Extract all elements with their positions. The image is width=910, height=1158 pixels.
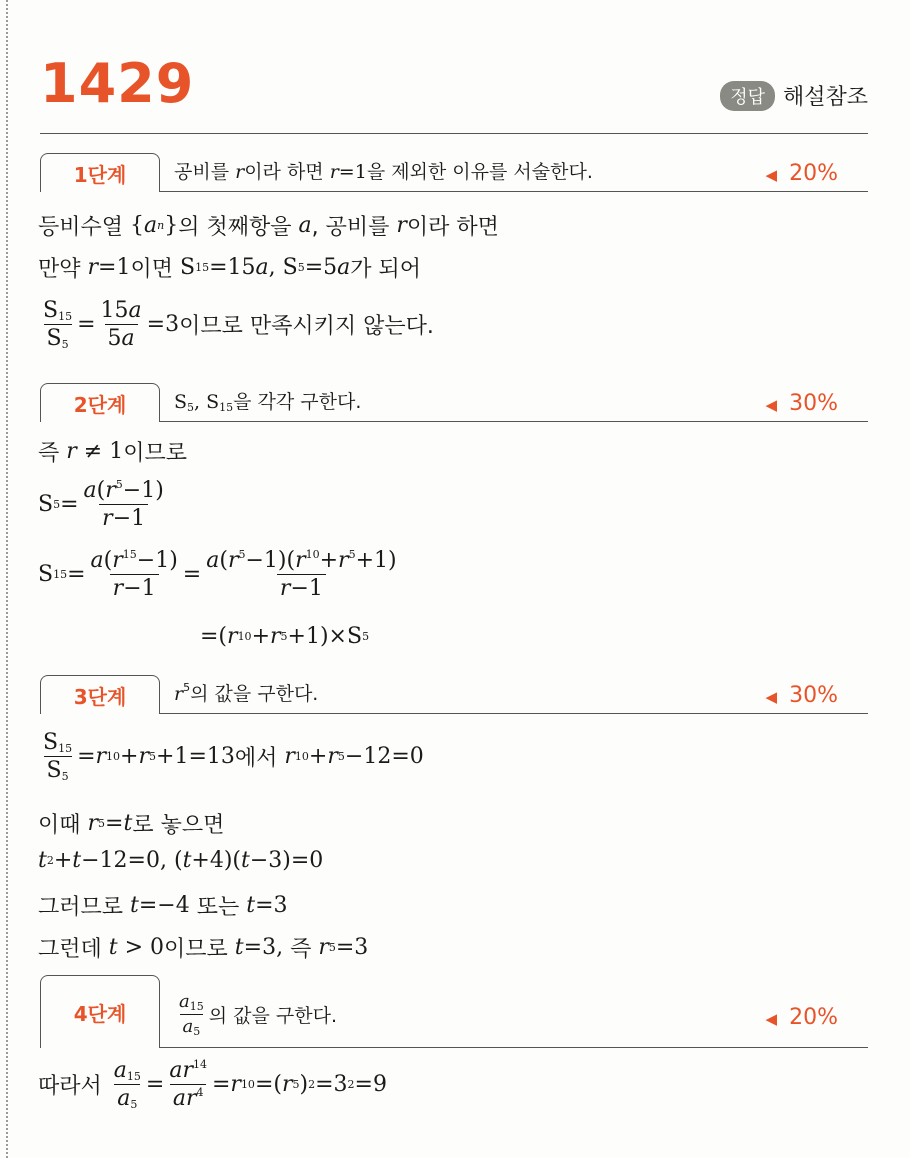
stage-1-description: 공비를 r이라 하면 r=1을 제외한 이유를 서술한다. (174, 161, 593, 183)
stage-4-label: 4단계 (73, 1001, 127, 1026)
stage-2-header (40, 384, 868, 422)
dotted-margin-line (6, 0, 8, 1158)
stage-divider (40, 713, 868, 714)
stage-2-percent: ◀ 30% (765, 391, 838, 416)
stage-4-header (40, 991, 868, 1048)
stage-1-header (40, 154, 868, 192)
stage-4-tab (40, 975, 160, 1048)
body-line: 이때 r 5 = t 로 놓으면 (38, 811, 225, 838)
stage-divider (40, 1047, 868, 1048)
body-line: $\frac{S_{15}}{S_5}$ = r 10 + r 5 +1=13 에서 r 10 + r 5 −12=0 (43, 730, 424, 783)
header-divider (40, 133, 868, 134)
body-line: $\frac{S_{15}}{S_5}$ = $\frac{15a}{5a}$ =3 이므로 만족시키지 않는다. (43, 298, 434, 351)
stage-2-description: $S_5$, $S_{15}$을 각각 구한다. (174, 391, 362, 414)
problem-number: 1429 (40, 52, 195, 115)
triangle-left-icon: ◀ (765, 1010, 778, 1028)
body-line: 등비수열 { a n } 의 첫째항을 a , 공비를 r 이라 하면 (38, 213, 499, 240)
body-line: 즉 r ≠ 1 이므로 (38, 439, 187, 466)
answer-text: 해설참조 (782, 85, 868, 110)
body-line: 따라서 $\frac{a_{15}}{a_5}$ = $\frac{ar^{14}}{ar^4}$ = r 10 =( r 5 ) 2 =3 2 =9 (38, 1058, 387, 1111)
stage-4-percent: ◀ 20% (765, 1005, 838, 1030)
stage-2-label: 2단계 (73, 392, 127, 417)
body-line: S 15 = $\frac{a(r^{15}-1)}{r-1}$ = $\frac{a(r^5-1)(r^{10}+r^5+1)}{r-1}$ (38, 548, 397, 601)
stage-4-description: $\frac{a_{15}}{a_5}$ 의 값을 구한다. (179, 991, 337, 1038)
body-line: S 5 = $\frac{a(r^5-1)}{r-1}$ (38, 478, 164, 531)
body-line: 그런데 t > 0 이므로 t =3, 즉 r 5 =3 (38, 935, 369, 962)
body-line: =( r 10 + r 5 +1)×S 5 (200, 624, 370, 649)
stage-1-tab (40, 153, 160, 192)
answer-reference (720, 80, 868, 111)
stage-divider (40, 191, 868, 192)
stage-1-label: 1단계 (73, 162, 127, 187)
triangle-left-icon: ◀ (765, 166, 778, 184)
stage-3-label: 3단계 (73, 684, 127, 709)
stage-3-percent: ◀ 30% (765, 683, 838, 708)
stage-3-tab (40, 675, 160, 714)
stage-divider (40, 421, 868, 422)
answer-badge: 정답 (720, 81, 775, 111)
stage-3-header (40, 676, 868, 714)
triangle-left-icon: ◀ (765, 688, 778, 706)
stage-2-tab (40, 383, 160, 422)
stage-1-percent: ◀ 20% (765, 161, 838, 186)
stage-3-description: $r^5$의 값을 구한다. (174, 681, 319, 705)
body-line: t 2 + t −12=0, ( t +4)( t −3)=0 (38, 848, 324, 873)
triangle-left-icon: ◀ (765, 396, 778, 414)
body-line: 그러므로 t =−4 또는 t =3 (38, 893, 288, 920)
body-line: 만약 r =1 이면 S 15 =15 a , S 5 =5 a 가 되어 (38, 255, 422, 282)
